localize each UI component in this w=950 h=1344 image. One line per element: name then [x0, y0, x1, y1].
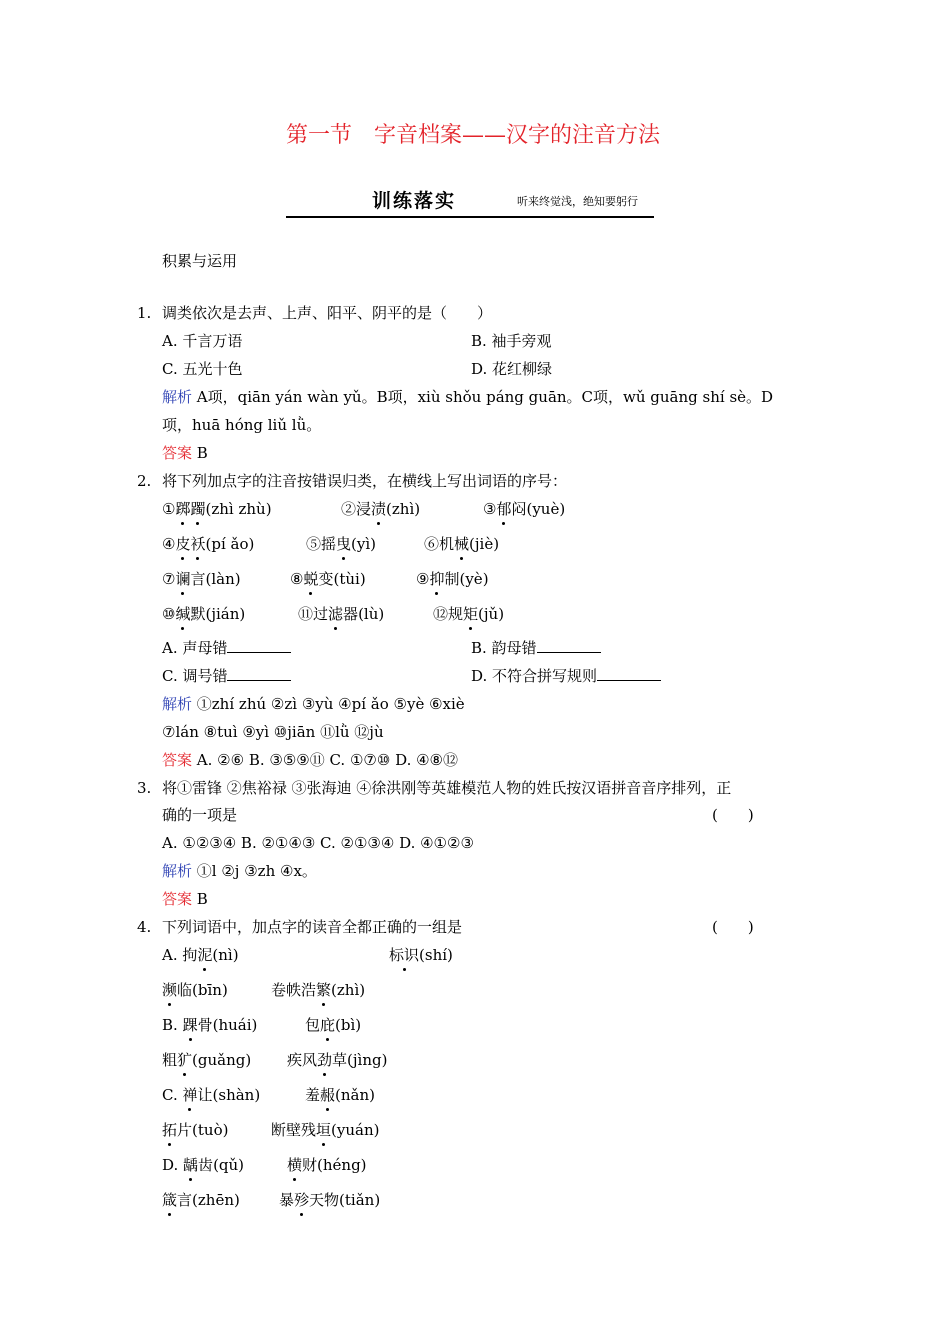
q4-stem: 下列词语中，加点字的读音全都正确的一组是 — [162, 918, 463, 936]
q4-row-8b: 暴殄天物(tiǎn) — [279, 1191, 381, 1209]
q4-row-2b: 卷帙浩繁(zhì) — [271, 981, 366, 999]
q2-analysis — [162, 694, 465, 714]
q4-paren: ( ) — [712, 918, 754, 936]
q2-option-a: A. 声母错 — [162, 638, 291, 658]
q1-number: 1. — [137, 304, 152, 322]
q2-item-9: ⑨抑制(yè) — [416, 570, 489, 588]
answer-blank[interactable] — [597, 666, 661, 681]
banner-rule — [286, 216, 654, 218]
q4-row-1a: A. 拘泥(nì) — [162, 946, 239, 964]
q1-analysis-text: A项，qiān yán wàn yǔ。B项，xiù shǒu páng guān。C项，wǔ guāng shí sè。D — [192, 388, 774, 406]
analysis-label: 解析 — [162, 862, 193, 880]
q4-row-4a: 粗犷(guǎng) — [162, 1051, 252, 1069]
answer-label: 答案 — [162, 751, 193, 769]
q1-option-a: A. 千言万语 — [162, 332, 243, 350]
q1-answer — [162, 443, 208, 463]
q3-answer — [162, 889, 208, 909]
q2-answer-text: A. ②⑥ B. ③⑤⑨⑪ C. ①⑦⑩ D. ④⑧⑫ — [192, 751, 458, 769]
q4-row-3b: 包庇(bì) — [305, 1016, 362, 1034]
analysis-label: 解析 — [162, 695, 193, 713]
q3-analysis-text: ①l ②j ③zh ④x。 — [192, 862, 317, 880]
q3-answer-text: B — [192, 890, 208, 908]
q1-stem: 调类依次是去声、上声、阳平、阴平的是（ ） — [162, 304, 493, 322]
q4-row-4b: 疾风劲草(jìng) — [287, 1051, 388, 1069]
q3-options: A. ①②③④ B. ②①④③ C. ②①③④ D. ④①②③ — [162, 834, 474, 852]
q2-option-b: B. 韵母错 — [471, 638, 601, 658]
q1-option-d: D. 花红柳绿 — [471, 360, 553, 378]
analysis-label: 解析 — [162, 388, 193, 406]
answer-label: 答案 — [162, 890, 193, 908]
q1-option-b: B. 袖手旁观 — [471, 332, 552, 350]
q3-paren: ( ) — [712, 806, 754, 824]
q4-row-5a: C. 禅让(shàn) — [162, 1086, 261, 1104]
q2-answer — [162, 750, 458, 770]
q2-item-3: ③郁闷(yuè) — [483, 500, 566, 518]
q3-number: 3. — [137, 779, 152, 797]
q2-item-2: ②浸渍(zhì) — [341, 500, 421, 518]
q2-analysis-text: ①zhí zhú ②zì ③yù ④pí ǎo ⑤yè ⑥xiè — [192, 695, 465, 713]
q4-row-8a: 箴言(zhēn) — [162, 1191, 240, 1209]
answer-blank[interactable] — [227, 666, 291, 681]
q4-row-6b: 断壁残垣(yuán) — [271, 1121, 380, 1139]
banner-title: 训练落实 — [372, 190, 457, 212]
q3-stem: 将①雷锋 ②焦裕禄 ③张海迪 ④徐洪刚等英雄模范人物的姓氏按汉语拼音音序排列，正 — [162, 779, 732, 797]
answer-blank[interactable] — [537, 638, 601, 653]
q2-item-5: ⑤摇曳(yì) — [306, 535, 377, 553]
q1-analysis — [162, 387, 773, 407]
q2-analysis-cont: ⑦lán ⑧tuì ⑨yì ⑩jiān ⑪lǜ ⑫jù — [162, 723, 384, 741]
q4-row-5b: 羞赧(nǎn) — [305, 1086, 375, 1104]
q2-item-8: ⑧蜕变(tùi) — [290, 570, 366, 588]
q2-item-1: ①踯躅(zhì zhù) — [162, 500, 272, 518]
q4-row-6a: 拓片(tuò) — [162, 1121, 229, 1139]
q2-item-6: ⑥机械(jiè) — [424, 535, 500, 553]
q3-analysis — [162, 861, 317, 881]
q2-item-11: ⑪过滤器(lù) — [298, 605, 385, 623]
page-title: 第一节 字音档案——汉字的注音方法 — [286, 123, 661, 148]
q1-option-c: C. 五光十色 — [162, 360, 243, 378]
q4-row-3a: B. 踝骨(huái) — [162, 1016, 258, 1034]
q4-number: 4. — [137, 918, 152, 936]
answer-blank[interactable] — [227, 638, 291, 653]
q4-row-1b: 标识(shí) — [389, 946, 453, 964]
q2-number: 2. — [137, 472, 152, 490]
banner-motto: 听来终觉浅，绝知要躬行 — [517, 195, 638, 208]
q2-item-4: ④皮袄(pí ǎo) — [162, 535, 255, 553]
q4-row-7a: D. 龋齿(qǔ) — [162, 1156, 245, 1174]
q2-item-10: ⑩缄默(jián) — [162, 605, 246, 623]
q2-option-d: D. 不符合拼写规则 — [471, 666, 661, 686]
q3-stem-cont: 确的一项是 — [162, 806, 238, 824]
section-label: 积累与运用 — [162, 252, 238, 270]
q1-analysis-cont: 项，huā hóng liǔ lǜ。 — [162, 416, 322, 434]
q2-option-c: C. 调号错 — [162, 666, 291, 686]
q4-row-2a: 濒临(bīn) — [162, 981, 228, 999]
q2-item-7: ⑦谰言(làn) — [162, 570, 241, 588]
q2-stem: 将下列加点字的注音按错误归类，在横线上写出词语的序号： — [162, 472, 568, 490]
q1-answer-text: B — [192, 444, 208, 462]
q4-row-7b: 横财(héng) — [287, 1156, 367, 1174]
answer-label: 答案 — [162, 444, 193, 462]
q2-item-12: ⑫规矩(jǔ) — [433, 605, 505, 623]
